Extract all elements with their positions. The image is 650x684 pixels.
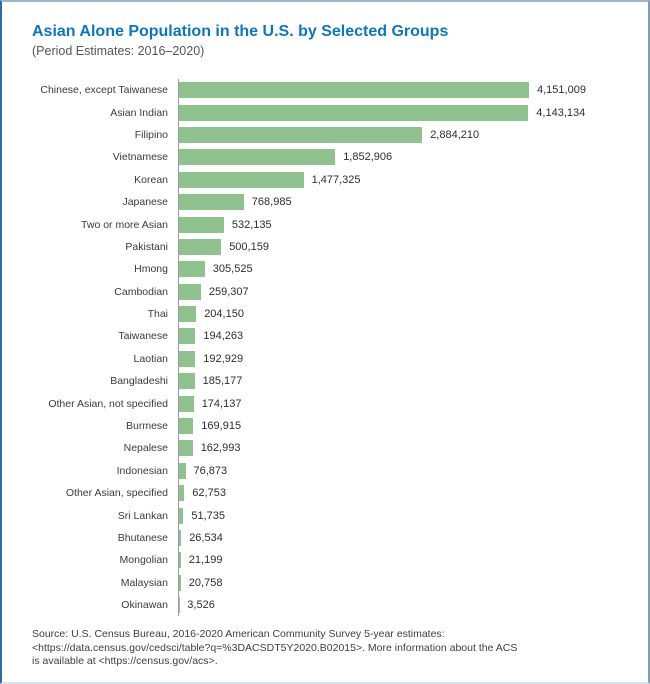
plot-area-row: [178, 146, 630, 168]
source-line: Source: U.S. Census Bureau, 2016-2020 American Community Survey 5-year estimates:: [32, 628, 445, 641]
bar-row: [32, 482, 630, 504]
bar: [179, 149, 335, 165]
bar-row: [32, 281, 630, 303]
category-label: Hmong: [134, 263, 168, 276]
bar: [179, 463, 186, 479]
plot-area-row: [178, 79, 630, 101]
category-label: Mongolian: [119, 554, 168, 567]
bar: [179, 306, 196, 322]
category-label: Malaysian: [120, 576, 168, 589]
bar: [179, 373, 195, 389]
bar-row: [32, 572, 630, 594]
plot-area-row: [178, 437, 630, 459]
value-label: 51,735: [191, 509, 226, 522]
value-label: 2,884,210: [430, 128, 480, 141]
category-label: Nepalese: [123, 442, 168, 455]
bar-row: [32, 213, 630, 235]
plot-area-row: [178, 213, 630, 235]
bar-row: [32, 101, 630, 123]
category-label: Other Asian, specified: [65, 487, 168, 500]
bar-row: [32, 146, 630, 168]
category-label: Indonesian: [116, 464, 168, 477]
category-label: Taiwanese: [118, 330, 168, 343]
value-label: 62,753: [192, 487, 226, 500]
value-label: 185,177: [202, 375, 243, 388]
bar-row: [32, 415, 630, 437]
source-line: is available at <https://census.gov/acs>.: [32, 655, 218, 668]
value-label: 192,929: [203, 352, 244, 365]
bar-row: [32, 392, 630, 414]
category-label: Other Asian, not specified: [48, 397, 168, 410]
value-label: 76,873: [193, 464, 228, 477]
bar-row: [32, 504, 630, 526]
bar: [179, 261, 205, 277]
bar: [179, 284, 201, 300]
plot-area-row: [178, 460, 630, 482]
source-line: <https://data.census.gov/cedsci/table?q=%3DACSDT5Y2020.B02015>. More information about the ACS: [32, 641, 518, 654]
plot-area-row: [178, 258, 630, 280]
plot-area-row: [178, 169, 630, 191]
value-label: 3,526: [187, 599, 215, 612]
bar: [179, 351, 195, 367]
bar: [179, 418, 193, 434]
value-label: 174,137: [201, 397, 242, 410]
category-label: Two or more Asian: [81, 218, 168, 231]
bar-row: [32, 460, 630, 482]
bar-row: [32, 549, 630, 571]
category-label: Japanese: [122, 196, 168, 209]
bar-row: [32, 169, 630, 191]
bar-row: [32, 236, 630, 258]
value-label: 500,159: [229, 240, 269, 253]
value-label: 204,150: [204, 308, 244, 321]
plot-area-row: [178, 236, 630, 258]
value-label: 26,534: [189, 532, 223, 544]
plot-area-row: [178, 549, 630, 571]
value-label: 21,199: [188, 554, 223, 567]
value-label: 259,307: [208, 285, 249, 298]
plot-area-row: [178, 482, 630, 504]
category-label: Burmese: [125, 420, 168, 433]
bar-row: [32, 303, 630, 325]
chart-subtitle: (Period Estimates: 2016–2020): [32, 44, 205, 58]
bar: [179, 194, 244, 210]
category-label: Pakistani: [125, 240, 168, 253]
category-label: Laotian: [133, 352, 168, 365]
value-label: 1,477,325: [311, 173, 361, 186]
value-label: 4,143,134: [536, 106, 586, 119]
category-label: Korean: [134, 173, 168, 186]
plot-area-row: [178, 572, 630, 594]
bar: [179, 396, 194, 412]
value-label: 20,758: [188, 576, 223, 589]
plot-area-row: [178, 124, 630, 146]
category-label: Bangladeshi: [110, 375, 168, 388]
plot-area-row: [178, 325, 630, 347]
bar: [179, 105, 528, 121]
bar-row: [32, 527, 630, 549]
plot-area-row: [178, 594, 630, 616]
value-label: 194,263: [203, 330, 244, 343]
bar: [179, 239, 221, 255]
bar-row: [32, 79, 630, 101]
plot-area-row: [178, 281, 630, 303]
bar-row: [32, 124, 630, 146]
value-label: 768,985: [251, 196, 292, 209]
bar-row: [32, 437, 630, 459]
bar: [179, 440, 193, 456]
category-label: Cambodian: [114, 285, 168, 298]
plot-area-row: [178, 348, 630, 370]
bar: [179, 552, 181, 568]
category-label: Sri Lankan: [117, 509, 168, 522]
value-label: 162,993: [200, 442, 241, 455]
chart-rows: [32, 79, 630, 616]
bar: [179, 82, 529, 98]
value-label: 305,525: [212, 263, 253, 276]
value-label: 169,915: [201, 420, 242, 433]
category-label: Asian Indian: [110, 106, 168, 119]
bar: [179, 530, 181, 546]
category-label: Thai: [147, 308, 168, 321]
plot-area-row: [178, 370, 630, 392]
category-label: Chinese, except Taiwanese: [40, 84, 168, 97]
plot-area-row: [178, 392, 630, 414]
bar: [179, 328, 195, 344]
bar-row: [32, 325, 630, 347]
plot-area-row: [178, 191, 630, 213]
category-label: Bhutanese: [117, 532, 168, 544]
bar-row: [32, 191, 630, 213]
plot-area-row: [178, 504, 630, 526]
source-note: [32, 628, 630, 669]
value-label: 1,852,906: [343, 151, 393, 164]
bar: [179, 127, 422, 143]
bar-row: [32, 258, 630, 280]
value-label: 4,151,009: [537, 84, 586, 97]
bar-row: [32, 370, 630, 392]
plot-area-row: [178, 415, 630, 437]
category-label: Filipino: [134, 128, 168, 141]
plot-area-row: [178, 527, 630, 549]
bar: [179, 217, 224, 233]
bar-row: [32, 594, 630, 616]
category-label: Vietnamese: [112, 151, 168, 164]
bar-chart: [32, 79, 630, 616]
chart-title: Asian Alone Population in the U.S. by Selected Groups: [32, 23, 449, 40]
value-label: 532,135: [231, 218, 272, 231]
bar: [179, 508, 183, 524]
bar-row: [32, 348, 630, 370]
plot-area-row: [178, 303, 630, 325]
bar: [179, 575, 181, 591]
bar: [179, 485, 184, 501]
plot-area-row: [178, 101, 630, 123]
bar: [179, 172, 304, 188]
category-label: Okinawan: [121, 599, 168, 612]
